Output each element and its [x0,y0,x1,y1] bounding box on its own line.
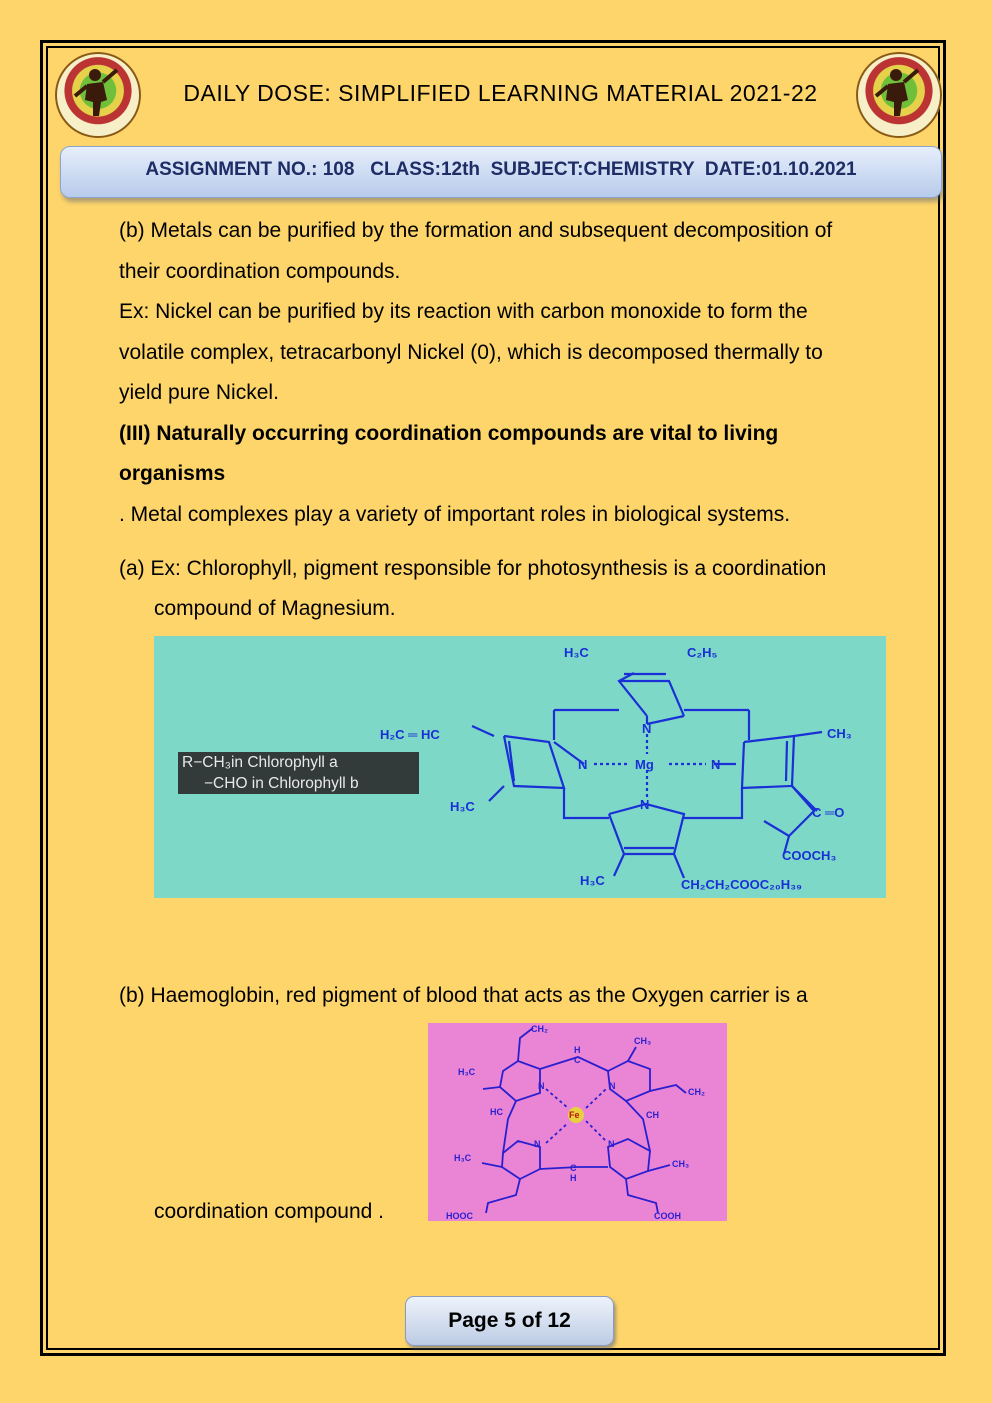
haemo-h-bottom: H [570,1173,577,1183]
content-block-metals [119,211,919,535]
item-a [119,549,919,629]
chloro-h3c-top: H₃C [564,645,589,660]
haemo-ch3-lower: CH₃ [672,1159,690,1169]
haemo-ch2-top: CH₂ [531,1024,548,1034]
chlorophyll-structure-figure [154,636,886,898]
chloro-mg: Mg [635,757,654,772]
chloro-h3c-bottom: H₃C [580,873,605,888]
haemo-hooc: HOOC [446,1211,473,1221]
header-title: DAILY DOSE: SIMPLIFIED LEARNING MATERIAL 2021-22 [183,80,818,106]
school-logo-right [856,52,942,138]
chloro-carbonyl: C ═O [812,805,845,820]
para-b-line1: (b) Metals can be purified by the formation and subsequent decomposition of [119,219,833,242]
haemo-fe: Fe [569,1110,580,1120]
haemo-c-top: C [574,1055,581,1065]
item-b [119,976,919,1016]
section-intro: . Metal complexes play a variety of important roles in biological systems. [119,502,791,526]
chloro-n-bottom: N [640,797,650,812]
item-b-line2: coordination compound . [154,1200,384,1223]
chlorophyll-a-label: R−CH₃in Chlorophyll a [182,754,338,771]
chlorophyll-structure-drawing [154,636,886,898]
para-b-line2: their coordination compounds. [119,259,401,283]
haemo-hc-left: HC [490,1107,503,1117]
haemoglobin-structure-drawing [428,1023,727,1221]
haemo-n4: N [608,1139,615,1149]
chloro-n-top: N [642,721,652,736]
haemo-n3: N [534,1139,541,1149]
chloro-n-left: N [578,757,588,772]
haemo-ch-right: CH [646,1110,659,1120]
haemo-h-top: H [574,1045,581,1055]
example-line1: Ex: Nickel can be purified by its reaction with carbon monoxide to form the [119,300,808,323]
haemoglobin-bonds [482,1028,686,1213]
school-logo-left [55,52,141,138]
assignment-bar [60,146,942,198]
logo-figure-icon [874,66,924,124]
chloro-h3c-left: H₃C [450,799,475,814]
haemo-ch3-top: CH₃ [634,1036,652,1046]
haemo-cooh: COOH [654,1211,681,1221]
haemo-n2: N [609,1081,616,1091]
haemoglobin-structure-figure [428,1023,727,1221]
item-b-line1: (b) Haemoglobin, red pigment of blood that acts as the Oxygen carrier is a [119,984,808,1007]
haemo-ch2-right: CH₂ [688,1087,705,1097]
section-heading-line2: organisms [119,462,226,485]
section-heading-line1: (III) Naturally occurring coordination compounds are vital to living [119,421,779,445]
haemo-h3c-lower: H₃C [454,1153,472,1163]
example-line3: yield pure Nickel. [119,381,279,404]
assignment-info: ASSIGNMENT NO.: 108 CLASS:12th SUBJECT:CHEMISTRY DATE:01.10.2021 [145,159,857,180]
item-a-line1: (a) Ex: Chlorophyll, pigment responsible for photosynthesis is a coordination [119,557,827,580]
haemo-h3c-left: H₃C [458,1067,476,1077]
chloro-n-right: N [711,757,721,772]
haemo-n1: N [538,1081,545,1091]
chloro-vinyl: H₂C ═ HC [380,727,440,742]
logo-figure-icon [73,66,123,124]
chloro-c2h5: C₂H₅ [687,645,718,660]
example-line2: volatile complex, tetracarbonyl Nickel (0), which is decomposed thermally to [119,340,823,364]
chloro-phytyl: CH₂CH₂COOC₂₀H₃₉ [681,877,802,892]
chlorophyll-b-label: −CHO in Chlorophyll b [204,775,359,792]
haemo-c-bottom: C [570,1163,577,1173]
chlorophyll-atom-labels [380,645,852,892]
chlorophyll-bonds [472,673,822,878]
chloro-cooch3: COOCH₃ [782,848,837,863]
item-a-line2: compound of Magnesium. [154,597,396,620]
chloro-ch3-right: CH₃ [827,726,852,741]
page-indicator: Page 5 of 12 [405,1296,614,1346]
